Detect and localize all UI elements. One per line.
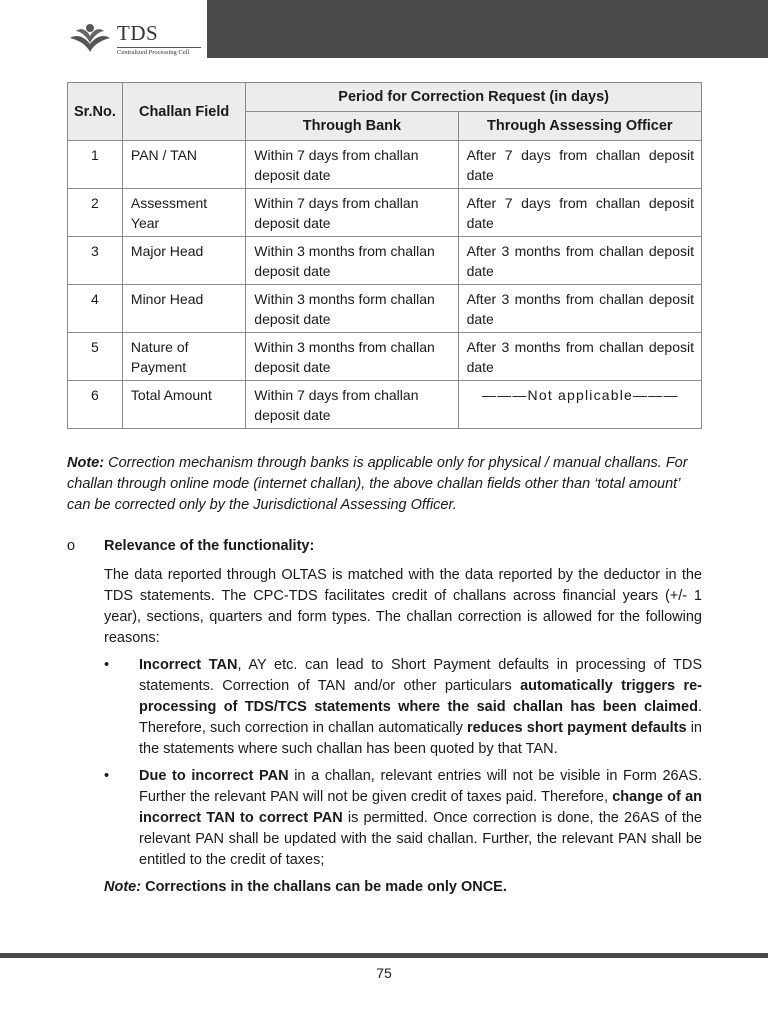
cell-officer: ———Not applicable——— [458, 381, 701, 429]
cell-bank: Within 7 days from challan deposit date [246, 189, 458, 237]
cell-bank: Within 3 months from challan deposit date [246, 333, 458, 381]
cell-sr: 6 [68, 381, 123, 429]
bold-span: Due to incorrect PAN [139, 768, 289, 784]
header-challan-field: Challan Field [122, 83, 245, 141]
note-text: Correction mechanism through banks is applicable only for physical / manual challans. For challan through online mode (internet challan), the above challan fields other than ‘total amount’ can be corrected only by the Jurisdictional Assessing Officer. [67, 455, 688, 513]
header-through-bank: Through Bank [246, 112, 458, 141]
cell-sr: 2 [68, 189, 123, 237]
note-label: Note: [67, 455, 105, 471]
table-row [68, 141, 702, 189]
header-bar [207, 0, 768, 58]
tds-logo [66, 20, 206, 60]
cell-field: Nature of Payment [122, 333, 245, 381]
table-row [68, 333, 702, 381]
section-bullet: o [67, 538, 76, 554]
cell-sr: 1 [68, 141, 123, 189]
cell-bank: Within 3 months form challan deposit date [246, 285, 458, 333]
logo-subtitle: Centralized Processing Cell [117, 49, 190, 56]
section-title: Relevance of the functionality: [104, 538, 315, 554]
text-span: is permitted. Once correction is done, the 26AS of the relevant PAN shall be updated with the said challan. Further, the relevant PAN shall be entitled to the credit of taxes; [139, 810, 702, 868]
cell-field: Major Head [122, 237, 245, 285]
bold-span: Incorrect TAN [139, 657, 238, 673]
cell-bank: Within 7 days from challan deposit date [246, 381, 458, 429]
bullet-dot: • [104, 657, 110, 673]
cell-sr: 3 [68, 237, 123, 285]
cell-field: Total Amount [122, 381, 245, 429]
logo-title: TDS [117, 21, 159, 45]
cell-bank: Within 7 days from challan deposit date [246, 141, 458, 189]
bold-span: automatically triggers re-processing of TDS/TCS statements where the said challan has been claimed [139, 678, 703, 715]
table-header-row [68, 83, 702, 112]
table-row [68, 189, 702, 237]
page-number: 75 [376, 965, 392, 981]
note-text: Corrections in the challans can be made only ONCE. [141, 879, 507, 895]
bullet-text [139, 655, 702, 760]
bullet-text [139, 766, 702, 871]
challan-correction-table [67, 82, 702, 429]
header-sr-no: Sr.No. [68, 83, 123, 141]
bullet-dot: • [104, 768, 110, 784]
bold-span: reduces short payment defaults [466, 720, 687, 736]
cell-officer: After 3 months from challan deposit date [458, 237, 701, 285]
logo-divider [117, 47, 201, 48]
cell-field: PAN / TAN [122, 141, 245, 189]
header-through-officer: Through Assessing Officer [458, 112, 701, 141]
text-span: in a challan, relevant entries will not be visible in Form 26AS. Further the relevant PAN will not be given credit of taxes paid. Therefore, [139, 768, 702, 805]
header-period: Period for Correction Request (in days) [246, 83, 702, 112]
cell-officer: After 3 months from challan deposit date [458, 285, 701, 333]
text-span: , AY etc. can lead to Short Payment defaults in processing of TDS statements. Correction of TAN and/or other particulars [139, 657, 702, 694]
table-row [68, 285, 702, 333]
tds-logo-icon [66, 22, 114, 54]
table-note [67, 453, 703, 516]
cell-sr: 4 [68, 285, 123, 333]
table-row [68, 237, 702, 285]
cell-officer: After 3 months from challan deposit date [458, 333, 701, 381]
cell-bank: Within 3 months from challan deposit date [246, 237, 458, 285]
note-label: Note: [104, 879, 142, 895]
text-span: . Therefore, such correction in challan automatically [139, 699, 702, 736]
section-paragraph: The data reported through OLTAS is matched with the data reported by the deductor in the TDS statements. The CPC-TDS facilitates credit of challans across financial years (+/- 1 year), sections, quarters and form types. The challan correction is allowed for the following reasons: [104, 567, 702, 646]
bold-span: change of an incorrect TAN to correct PAN [139, 789, 702, 826]
cell-field: Minor Head [122, 285, 245, 333]
cell-officer: After 7 days from challan deposit date [458, 189, 701, 237]
cell-field: Assessment Year [122, 189, 245, 237]
cell-officer: After 7 days from challan deposit date [458, 141, 701, 189]
table-row [68, 381, 702, 429]
text-span: in the statements where such challan has been quoted by that TAN. [139, 720, 702, 757]
footer-divider [0, 953, 768, 958]
once-note [104, 877, 702, 898]
cell-sr: 5 [68, 333, 123, 381]
